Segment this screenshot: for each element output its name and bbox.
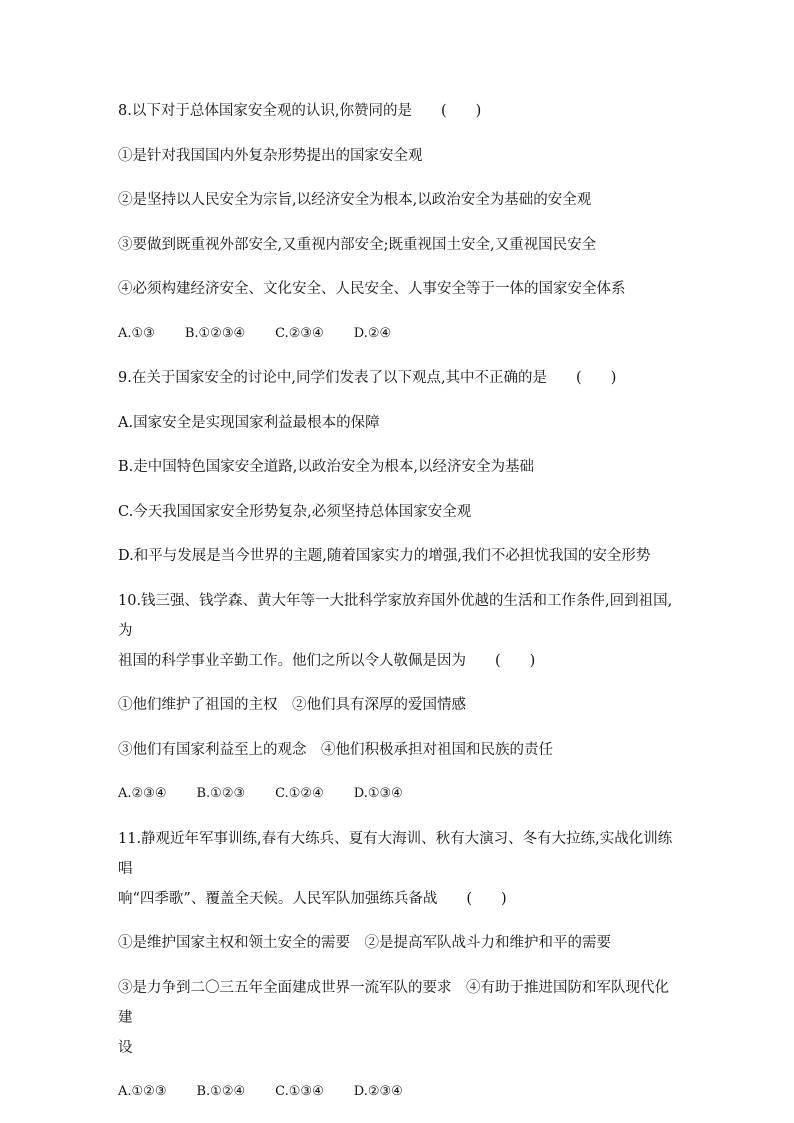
option-b: B.①②③ <box>196 786 246 801</box>
option-b: B.①②④ <box>196 1084 246 1099</box>
question-8-stem: 8.以下对于总体国家安全观的认识,你赞同的是 ( ) <box>118 103 482 119</box>
question-8-options <box>118 319 678 349</box>
question-8-statement-2: ②是坚持以人民安全为宗旨,以经济安全为根本,以政治安全为基础的安全观 <box>118 192 592 208</box>
question-8-statement-1: ①是针对我国国内外复杂形势提出的国家安全观 <box>118 147 423 164</box>
question-10-statements-3-4: ③他们有国家利益至上的观念 ④他们积极承担对祖国和民族的责任 <box>118 741 553 758</box>
option-b: B.①②③④ <box>184 325 246 341</box>
option-d: D.②④ <box>353 325 392 341</box>
question-10-stem-line-2: 祖国的科学事业辛勤工作。他们之所以令人敬佩是因为 ( ) <box>118 652 536 669</box>
question-9-stem: 9.在关于国家安全的讨论中,同学们发表了以下观点,其中不正确的是 ( ) <box>118 370 617 386</box>
question-8-statement-3: ③要做到既重视外部安全,又重视内部安全;既重视国土安全,又重视国民安全 <box>118 236 597 253</box>
question-9-option-d: D.和平与发展是当今世界的主题,随着国家实力的增强,我们不必担忧我国的安全形势 <box>118 548 651 564</box>
question-11-statements-3-4: ③是力争到二〇三五年全面建成世界一流军队的要求 ④有助于推进国防和军队现代化建 <box>118 979 669 1026</box>
question-11-statements-continued: 设 <box>118 1039 133 1056</box>
option-c: C.②③④ <box>275 325 324 341</box>
question-11-stem-line-2: 响“四季歌”、覆盖全天候。人民军队加强练兵备战 ( ) <box>118 890 507 907</box>
option-a: A.①②③ <box>118 1084 167 1099</box>
option-a: A.①③ <box>118 325 155 341</box>
question-8-statement-4: ④必须构建经济安全、文化安全、人民安全、人事安全等于一体的国家安全体系 <box>118 281 626 297</box>
question-11-stem-line-1: 11.静观近年军事训练,春有大练兵、夏有大海训、秋有大演习、冬有大拉练,实战化训练唱 <box>118 830 673 877</box>
question-9-option-c: C.今天我国国家安全形势复杂,必须坚持总体国家安全观 <box>118 503 472 520</box>
option-c: C.①②④ <box>275 786 324 801</box>
option-c: C.①③④ <box>275 1084 324 1099</box>
question-11-statements-1-2: ①是维护国家主权和领土安全的需要 ②是提高军队战斗力和维护和平的需要 <box>118 935 611 951</box>
question-9-option-b: B.走中国特色国家安全道路,以政治安全为根本,以经济安全为基础 <box>118 459 534 475</box>
question-11-options <box>118 1077 678 1107</box>
question-10-options <box>118 779 678 809</box>
option-d: D.①③④ <box>353 786 403 801</box>
option-d: D.②③④ <box>353 1084 403 1099</box>
question-10-statements-1-2: ①他们维护了祖国的主权 ②他们具有深厚的爱国情感 <box>118 697 466 713</box>
exam-page <box>118 96 678 1122</box>
option-a: A.②③④ <box>118 786 167 801</box>
question-9-option-a: A.国家安全是实现国家利益最根本的保障 <box>118 414 380 431</box>
question-10-stem-line-1: 10.钱三强、钱学森、黄大年等一大批科学家放弃国外优越的生活和工作条件,回到祖国,为 <box>118 592 673 639</box>
